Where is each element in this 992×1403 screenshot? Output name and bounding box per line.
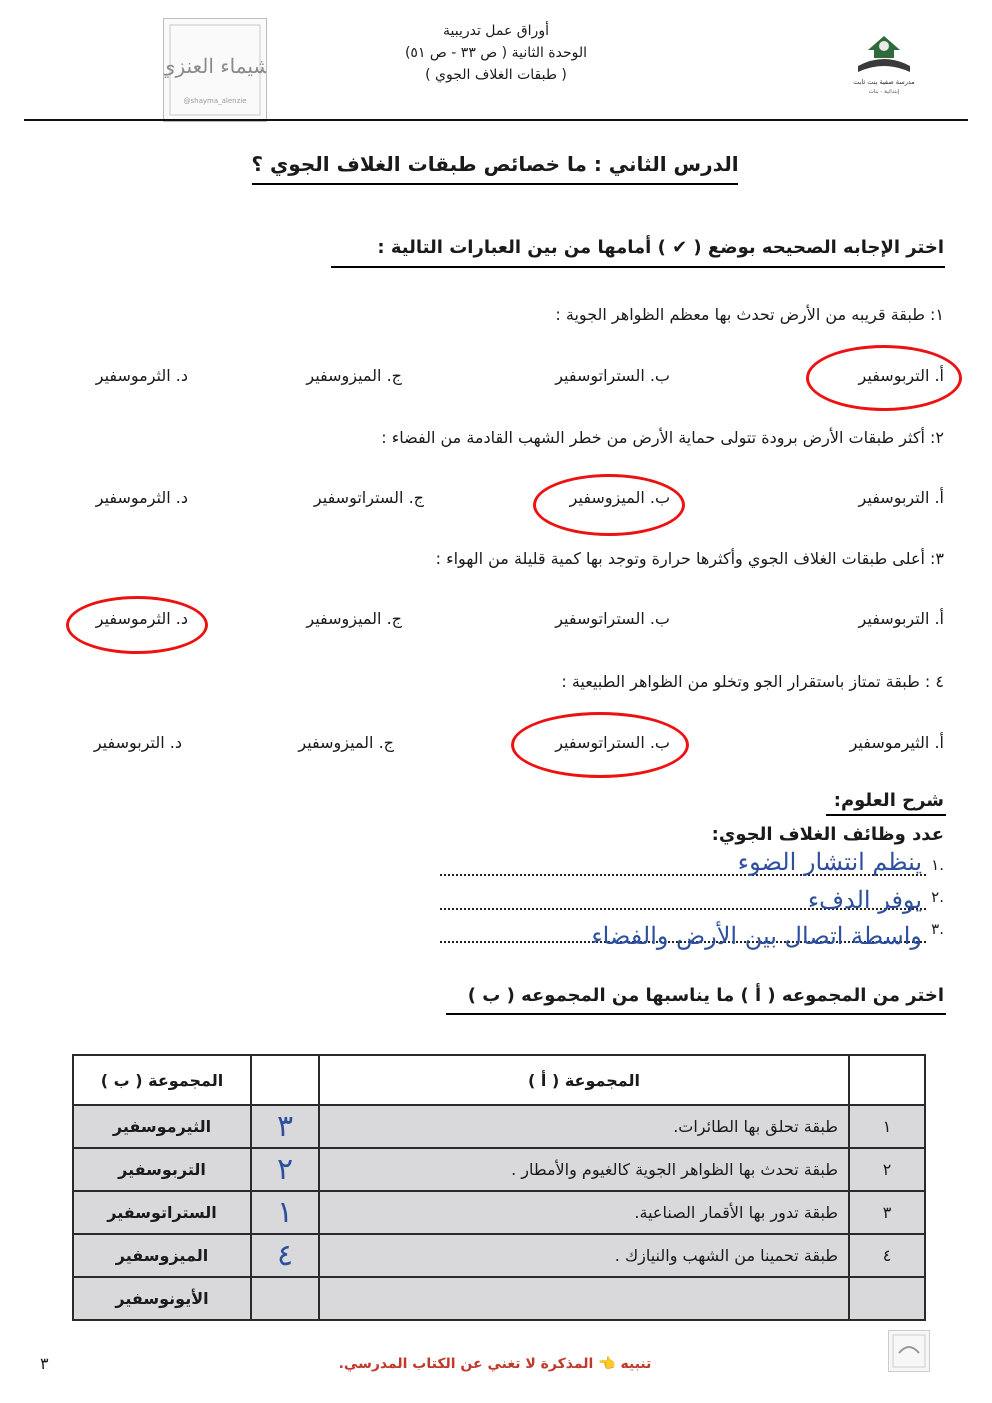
table-row (73, 1148, 925, 1191)
matching-instruction: اختر من المجموعه ( أ ) ما يناسبها من المجموعه ( ب ) (467, 985, 944, 1006)
row-statement (319, 1277, 849, 1320)
question-3: ٣: أعلى طبقات الغلاف الجوي وأكثرها حرارة وتوجد بها كمية قليلة من الهواء : (435, 549, 944, 568)
q1-option-d[interactable]: د. الثرموسفير (95, 366, 188, 385)
matching-instruction-underline (446, 1013, 946, 1015)
header-group-b: المجموعة ( ب ) (73, 1055, 251, 1105)
header-divider (24, 119, 968, 121)
school-name: مدرسة صفية بنت ثابت (853, 78, 915, 86)
lesson-title: الدرس الثاني : ما خصائص طبقات الغلاف الجوي ؟ (251, 152, 739, 176)
row-answer[interactable]: ٢ (251, 1148, 319, 1191)
q2-option-c[interactable]: ج. الستراتوسفير (313, 488, 424, 507)
q4-option-b[interactable]: ب. الستراتوسفير (555, 733, 670, 752)
q4-answer-circle (511, 712, 689, 778)
q4-option-d[interactable]: د. التربوسفير (93, 733, 182, 752)
table-row (73, 1234, 925, 1277)
row-statement: طبقة تحمينا من الشهب والنيازك . (319, 1234, 849, 1277)
school-logo (848, 28, 920, 98)
header-line-1: أوراق عمل تدريبية (443, 23, 549, 39)
lesson-title-underline (252, 183, 738, 185)
row-group-b: الثيرموسفير (73, 1105, 251, 1148)
row-statement: طبقة تحدث بها الظواهر الجوية كالغيوم والأمطار . (319, 1148, 849, 1191)
row-group-b: الميزوسفير (73, 1234, 251, 1277)
q4-option-a[interactable]: أ. الثيرموسفير (849, 733, 944, 752)
row-answer[interactable] (251, 1277, 319, 1320)
row-number: ٣ (849, 1191, 925, 1234)
author-logo-text: شيماء العنزي (164, 54, 266, 78)
matching-header-row (73, 1055, 925, 1105)
q2-option-b[interactable]: ب. الميزوسفير (569, 488, 670, 507)
question-2: ٢: أكثر طبقات الأرض برودة تتولى حماية الأرض من خطر الشهب القادمة من الفضاء : (381, 428, 944, 447)
author-logo (163, 18, 267, 122)
header-line-3: ( طبقات الغلاف الجوي ) (425, 67, 567, 83)
q2-option-a[interactable]: أ. التربوسفير (858, 488, 944, 507)
q4-option-c[interactable]: ج. الميزوسفير (298, 733, 394, 752)
q1-option-c[interactable]: ج. الميزوسفير (306, 366, 402, 385)
function-1-answer[interactable]: ينظم انتشار الضوء (737, 848, 922, 876)
q2-answer-circle (533, 474, 685, 536)
function-2-answer[interactable]: يوفر الدفء (807, 886, 922, 914)
header-num-cell (849, 1055, 925, 1105)
row-group-b: الأيونوسفير (73, 1277, 251, 1320)
explain-heading-underline (826, 814, 946, 816)
table-row (73, 1277, 925, 1320)
header-line-2: الوحدة الثانية ( ص ٣٣ - ص ٥١) (404, 45, 588, 61)
q1-option-a[interactable]: أ. التربوسفير (858, 366, 944, 385)
author-handle: @shayma_alenzie (183, 97, 247, 105)
row-answer[interactable]: ١ (251, 1191, 319, 1234)
table-row (73, 1105, 925, 1148)
open-book-icon (858, 59, 910, 72)
header-group-a: المجموعة ( أ ) (319, 1055, 849, 1105)
q1-option-b[interactable]: ب. الستراتوسفير (555, 366, 670, 385)
footer-logo (888, 1330, 930, 1372)
school-sub: إبتدائية - بنات (868, 89, 900, 95)
explain-subheading: عدد وظائف الغلاف الجوي: (711, 824, 944, 845)
footer-note: تنبيه 👈 المذكرة لا تغني عن الكتاب المدرسي. (338, 1356, 652, 1372)
row-group-b: الستراتوسفير (73, 1191, 251, 1234)
function-1-number: ١. (931, 856, 944, 874)
q3-option-d[interactable]: د. الثرموسفير (95, 609, 188, 628)
mcq-instruction: اختر الإجابه الصحيحه بوضع ( ✔ ) أمامها من بين العبارات التالية : (377, 237, 944, 258)
q3-answer-circle (66, 596, 208, 654)
q3-option-b[interactable]: ب. الستراتوسفير (555, 609, 670, 628)
row-number: ٢ (849, 1148, 925, 1191)
q1-answer-circle (806, 345, 962, 411)
function-3-answer[interactable]: واسطة اتصال بين الأرض والفضاء (591, 922, 922, 950)
question-1: ١: طبقة قريبه من الأرض تحدث بها معظم الظواهر الجوية : (555, 305, 944, 324)
header-text (346, 20, 646, 86)
table-row (73, 1191, 925, 1234)
mcq-instruction-underline (331, 266, 945, 268)
row-answer[interactable]: ٣ (251, 1105, 319, 1148)
header-answer-cell (251, 1055, 319, 1105)
row-statement: طبقة تدور بها الأقمار الصناعية. (319, 1191, 849, 1234)
question-4: ٤ : طبقة تمتاز باستقرار الجو وتخلو من الظواهر الطبيعية : (561, 672, 944, 691)
row-group-b: التربوسفير (73, 1148, 251, 1191)
q3-option-a[interactable]: أ. التربوسفير (858, 609, 944, 628)
row-number: ٤ (849, 1234, 925, 1277)
explain-heading: شرح العلوم: (833, 790, 944, 811)
row-answer[interactable]: ٤ (251, 1234, 319, 1277)
matching-table (72, 1054, 926, 1321)
q2-option-d[interactable]: د. الثرموسفير (95, 488, 188, 507)
function-3-number: ٣. (931, 920, 944, 938)
q3-option-c[interactable]: ج. الميزوسفير (306, 609, 402, 628)
row-statement: طبقة تحلق بها الطائرات. (319, 1105, 849, 1148)
function-2-number: ٢. (931, 888, 944, 906)
row-number: ١ (849, 1105, 925, 1148)
page-number: ٣ (40, 1354, 49, 1373)
row-number (849, 1277, 925, 1320)
